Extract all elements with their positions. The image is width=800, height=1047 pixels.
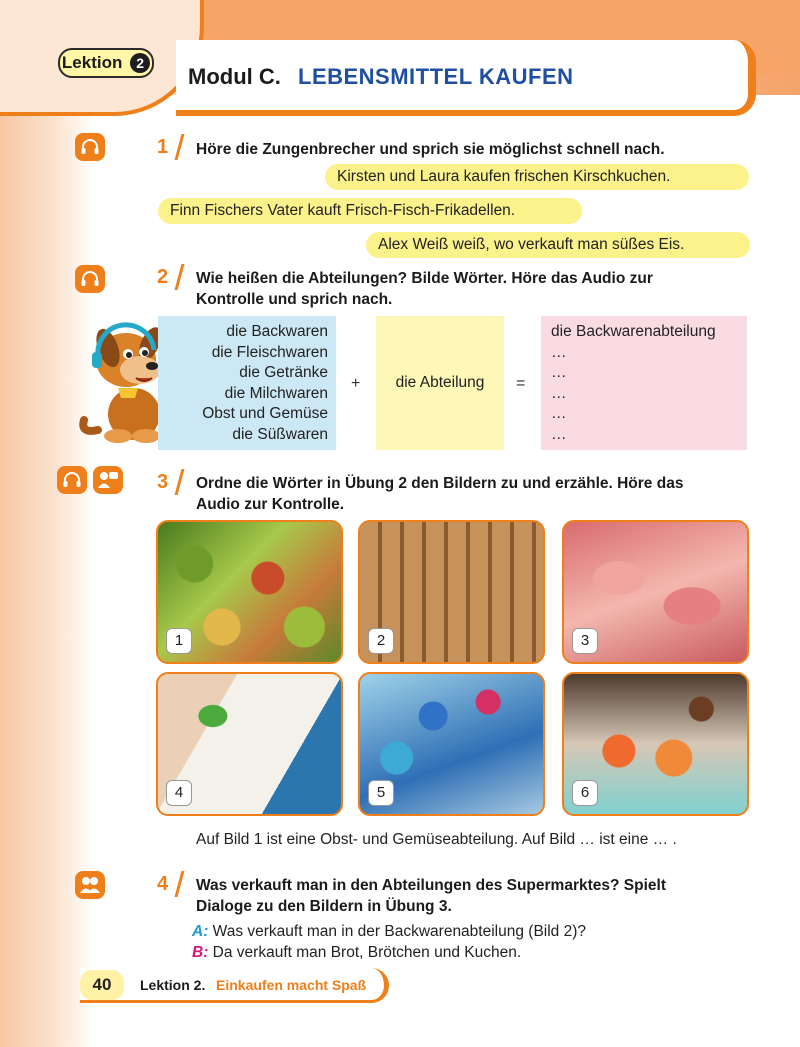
- pair-work-icon[interactable]: [75, 871, 105, 899]
- result-item: …: [551, 405, 567, 422]
- exercise-2-instruction: [196, 268, 748, 310]
- tongue-twister-1: Kirsten und Laura kaufen frischen Kirschkuchen.: [325, 164, 749, 190]
- exercise-3-instruction: [196, 473, 748, 515]
- exercise-2-number: 2: [157, 266, 169, 288]
- exercise-1-divider: [175, 134, 185, 160]
- food-categories-list: [202, 322, 328, 445]
- category-item: die Backwaren: [226, 323, 328, 340]
- exercise-4-divider: [175, 871, 185, 897]
- lektion-number: 2: [130, 53, 150, 73]
- category-item: Obst und Gemüse: [202, 405, 328, 422]
- exercise-1-number: 1: [157, 136, 169, 158]
- photo-sweets: [562, 672, 749, 816]
- exercise-3-divider: [175, 469, 185, 495]
- category-item: die Milchwaren: [224, 384, 328, 402]
- exercise-2-instruction-line-1: Wie heißen die Abteilungen? Bilde Wörter. Höre das Audio zur: [196, 270, 653, 287]
- photo-number: 6: [572, 780, 598, 806]
- speaker-b-label: B:: [192, 944, 209, 961]
- result-item: …: [551, 425, 567, 443]
- results-box: [541, 316, 747, 450]
- speaker-b-text: Da verkauft man Brot, Brötchen und Kuchen.: [212, 944, 522, 961]
- result-item: …: [551, 364, 567, 381]
- result-item: …: [551, 384, 567, 402]
- category-item: die Getränke: [239, 364, 328, 381]
- speech-icon[interactable]: [93, 466, 123, 494]
- photo-drinks: [358, 672, 545, 816]
- exercise-4-instruction: [196, 875, 748, 917]
- category-item: die Süßwaren: [232, 425, 328, 443]
- exercise-2-divider: [175, 264, 185, 290]
- lektion-label: Lektion: [61, 53, 123, 72]
- speaker-a-label: A:: [192, 923, 209, 940]
- headphones-icon[interactable]: [75, 265, 105, 293]
- photo-milk: [156, 672, 343, 816]
- results-list: [551, 322, 716, 445]
- exercise-4-number: 4: [157, 873, 169, 895]
- result-item: …: [551, 343, 567, 361]
- exercise-3-number: 3: [157, 471, 169, 493]
- page-number: 40: [80, 970, 124, 1000]
- photo-number: 2: [368, 628, 394, 654]
- photo-number: 1: [166, 628, 192, 654]
- dialog-line-b: [192, 944, 521, 962]
- page-title: LEBENSMITTEL KAUFEN: [298, 64, 574, 89]
- footer-title: Einkaufen macht Spaß: [216, 977, 367, 993]
- lektion-badge: [58, 48, 154, 78]
- exercise-3-instruction-line-2: Audio zur Kontrolle.: [196, 496, 345, 513]
- exercise-4-instruction-line-2: Dialoge zu den Bildern in Übung 3.: [196, 898, 452, 915]
- category-item: die Fleischwaren: [211, 343, 328, 361]
- headphones-icon[interactable]: [57, 466, 87, 494]
- abteilung-box: [376, 316, 504, 450]
- photo-meat: [562, 520, 749, 664]
- footer-lektion: Lektion 2.: [140, 977, 206, 993]
- result-item: die Backwarenabteilung: [551, 323, 716, 340]
- exercise-3-instruction-line-1: Ordne die Wörter in Übung 2 den Bildern zu und erzähle. Höre das: [196, 475, 684, 492]
- photo-bakery: [358, 520, 545, 664]
- tongue-twister-2: Finn Fischers Vater kauft Frisch-Fisch-Frikadellen.: [158, 198, 582, 224]
- equals-sign: =: [516, 375, 526, 392]
- exercise-2-instruction-line-2: Kontrolle und sprich nach.: [196, 291, 393, 308]
- speaker-a-text: Was verkauft man in der Backwarenabteilung (Bild 2)?: [212, 923, 586, 940]
- exercise-4-instruction-line-1: Was verkauft man in den Abteilungen des Supermarktes? Spielt: [196, 877, 666, 894]
- exercise-1-instruction: Höre die Zungenbrecher und sprich sie möglichst schnell nach.: [196, 141, 665, 158]
- modul-label: Modul C.: [188, 64, 281, 89]
- headphones-icon[interactable]: [75, 133, 105, 161]
- tongue-twister-3: Alex Weiß weiß, wo verkauft man süßes Eis.: [366, 232, 750, 258]
- abteilung-word: die Abteilung: [395, 374, 485, 391]
- photo-number: 5: [368, 780, 394, 806]
- photo-vegetables: [156, 520, 343, 664]
- example-sentence: Auf Bild 1 ist eine Obst- und Gemüseabteilung. Auf Bild … ist eine … .: [196, 831, 677, 848]
- photo-number: 3: [572, 628, 598, 654]
- plus-sign: +: [351, 375, 361, 392]
- food-categories-box: [158, 316, 336, 450]
- dialog-line-a: [192, 923, 586, 941]
- photo-number: 4: [166, 780, 192, 806]
